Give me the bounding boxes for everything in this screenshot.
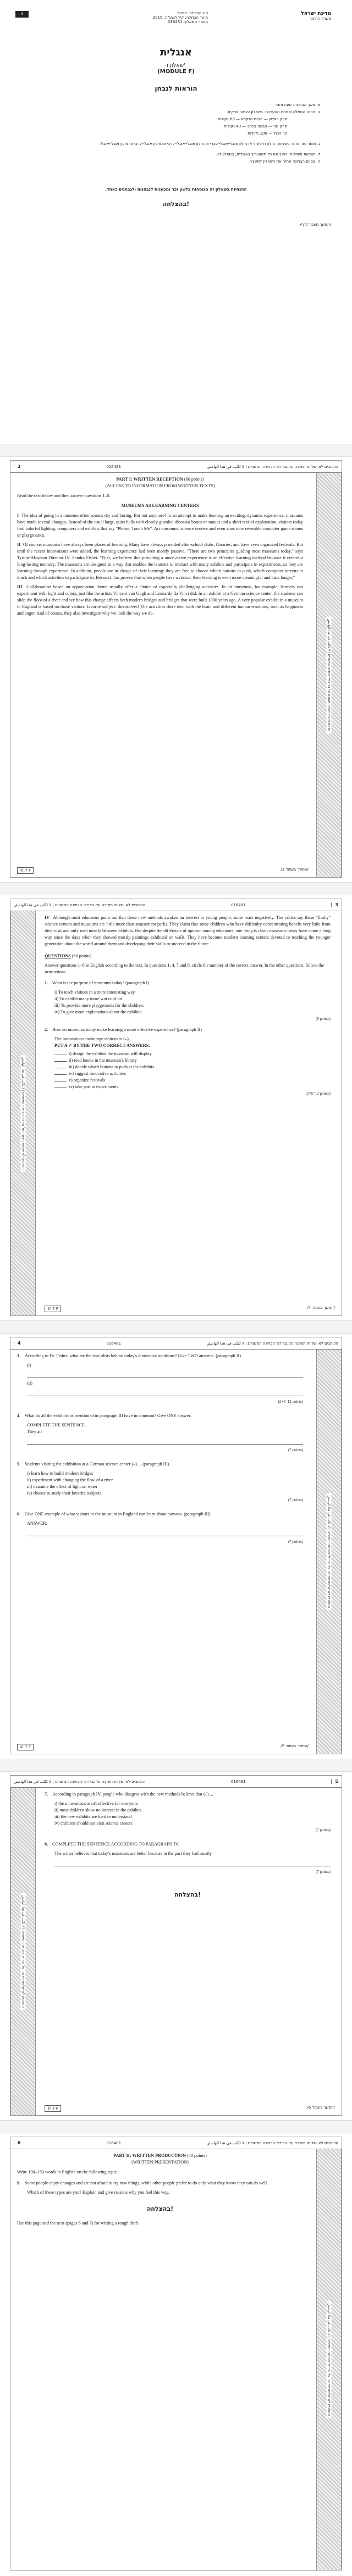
checkbox-option[interactable]: iv) suggest innovative activities: [54, 1070, 331, 1077]
answer-line[interactable]: [27, 1362, 303, 1378]
option-text: examine the effect of light on water: [33, 1484, 98, 1489]
header-warning: הכותבים לא ישלוחו תשובה על גבי דפי הבחינה המשניים | لا تَكتُب في هذا الهامش: [206, 464, 338, 469]
rough-draft-note: Use this page and the next (pages 6 and 7) for writing a rough draft.: [17, 2221, 140, 2226]
question-text: According to Dr. Fisher, what are the two ideas behind today's innovative additions? Give TWO answers. (paragraph II): [25, 1353, 241, 1358]
question-instruction: COMPLETE THE SENTENCE.: [27, 1423, 86, 1428]
instruction-item: ד. הוראות מיוחדות: כתוב את כל תשובותיך באנגלית, בשאלון זה.: [216, 152, 320, 157]
option[interactable]: iii) the new exhibits are hard to understand: [54, 1814, 132, 1819]
header-warning: הכותבים לא ישלוחו תשובה על גבי דפי הבחינה המשניים | لا تَكتُب في هذا الهامش: [14, 1779, 146, 1784]
question-3: 3. According to Dr. Fisher, what are the two ideas behind today's innovative additions? Give TWO answers. (paragraph II): [17, 1353, 241, 1358]
footer-code: © 7 F: [45, 2105, 61, 2112]
instruction-item: ה. בסיום הבחינה החזר את השאלון למשגיח.: [248, 159, 320, 164]
header-warning: הכותבים לא ישלוחו תשובה על גבי דפי הבחינה המשניים | لا تَكتُب في هذا الهامش: [206, 2140, 338, 2145]
margin-note: הכותבים לא ישלוחו תשובה על גבי דפי הבחינה המשניים | لا تَكتُب في هذا الهامش: [21, 1893, 26, 2010]
question-sub: Which of these types are you? Explain and give reasons why you feel this way.: [27, 2190, 169, 2195]
points: (7 points): [288, 1498, 303, 1502]
question-sub: The innovations encourage visitors to (–) ...: [54, 1036, 134, 1041]
instruction-item: פרק שני — הבעה בכתב — 40 נקודות: [223, 124, 287, 129]
exam-code: 016481: [106, 1341, 122, 1346]
instruction-item: סך הכול — 100 נקודות: [248, 131, 287, 136]
exam-page-2: [10, 460, 342, 878]
page-footer: [17, 1744, 309, 1750]
ministry-name: מדינת ישראל: [301, 11, 331, 16]
question-text: COMPLETE THE SENTENCE ACCORDING TO PARAGRAPH IV.: [52, 1842, 179, 1847]
points: (7 points): [315, 1870, 331, 1874]
exam-page-4: [10, 1337, 342, 1754]
option-text: most children show no interest in the exhibits: [59, 1808, 142, 1813]
answer-field[interactable]: [27, 1371, 303, 1378]
section-points: (60 points): [184, 477, 204, 482]
cover-page: [10, 5, 342, 439]
checkbox-option[interactable]: i) design the exhibits the museum will display: [54, 1051, 331, 1057]
section-title-text: PART II: WRITTEN PRODUCTION: [113, 2153, 186, 2158]
paragraph-3: [17, 584, 303, 617]
question-text: Some people enjoy changes and are not afraid to try new things, while other people prefer to do only what they know they can do well.: [25, 2181, 268, 2185]
meta-label: סוג הבחינה:: [188, 11, 208, 15]
margin-note: הכותבים לא ישלוחו תשובה על גבי דפי הבחינה המשניים | لا تَكتُب في هذا الهامش: [21, 1055, 26, 1172]
margin-note: הכותבים לא ישלוחו תשובה על גבי דפי הבחינה המשניים | لا تَكتُب في هذا الهامش: [327, 616, 332, 733]
option[interactable]: iv) choose to study their favorite subjects: [27, 1491, 102, 1496]
good-luck: בהצלחה!: [162, 200, 190, 208]
margin-note: הכותבים לא ישלוחו תשובה על גבי דפי הבחינה המשניים | لا تَكتُب في هذا الهامش: [327, 1493, 332, 1610]
section-title-text: PART I: WRITTEN RECEPTION: [116, 477, 183, 482]
option-text: experiment with changing the flow of a river: [32, 1477, 113, 1482]
answer-field[interactable]: [27, 1529, 303, 1536]
question-1: 1. What is the purpose of museums today? (paragraph I): [45, 980, 149, 985]
option-text: take part in experiments: [75, 1084, 119, 1089]
instruction-item: פרק ראשון — הבנת הנקרא — 60 נקודות: [217, 117, 287, 121]
instructions-list: [56, 102, 320, 165]
exam-meta: [131, 11, 208, 24]
answer-field[interactable]: [54, 1859, 331, 1866]
check-blank[interactable]: [54, 1074, 67, 1075]
paragraph-4: [45, 915, 331, 947]
page-separator: [0, 444, 352, 457]
paragraph-number: IV: [45, 915, 50, 920]
check-blank[interactable]: [54, 1061, 67, 1062]
continued-note: /המשך בעמוד 5/: [280, 1744, 309, 1748]
option-text: design the exhibits the museum will display: [73, 1051, 152, 1056]
answer-start: They all: [27, 1429, 42, 1434]
option-text: choose to study their favorite subjects: [33, 1491, 102, 1496]
points: (7 points): [288, 1540, 303, 1544]
answer-field[interactable]: [27, 1437, 303, 1445]
option-text: organize festivals: [73, 1078, 106, 1083]
ministry-sub: משרד החינוך: [310, 16, 331, 21]
option-text: To exhibit many more works of art.: [59, 996, 124, 1001]
item-label: (i): [27, 1363, 31, 1368]
checkbox-option[interactable]: ii) read books in the museum's library: [54, 1057, 331, 1064]
option[interactable]: i) the innovations aren't effective for everyone: [54, 1801, 138, 1806]
page-number: 5: [331, 1779, 338, 1784]
points: (7 points): [315, 1828, 331, 1832]
checkbox-option[interactable]: iii) decide which buttons to push at the exhibits: [54, 1064, 331, 1070]
exam-subtitle: שאלון ו': [167, 63, 185, 69]
continued-note: /המשך בעמוד 3/: [280, 867, 309, 872]
option[interactable]: iv) children should not visit science centers: [54, 1821, 133, 1826]
paragraph-text: Although most educators point out that these new methods awaken an interest in young people, some react negatively. The critics say these "flashy" science centers and museums are little more than amusement parks. They claim that some children who have difficulty concentrating benefit very little from their visit and only rush mostly between exhibits. But despite the difference of opinion among educators, one thing is clear: museums today have come a long way since the days when they showed mostly paintings exhibited on walls. They have become modern learning centers devoted to teaching the younger generation about the world around them and developing their skills to succeed in the future.: [45, 915, 331, 946]
ministry-header: [205, 11, 331, 21]
option[interactable]: iv) To give more explanations about the exhibits.: [54, 1010, 143, 1014]
answer-start: ANSWER:: [27, 1521, 47, 1526]
points: (2×6=12 points): [305, 1091, 331, 1096]
checkbox-option[interactable]: vi) take part in experiments: [54, 1084, 331, 1090]
instruction-item: א. משך הבחינה: שעה וחצי.: [274, 103, 320, 107]
question-text: What is the purpose of museums today? (paragraph I): [52, 980, 149, 985]
continued-note: /המשך בעמוד 6/: [307, 2105, 335, 2110]
section-title: [17, 476, 303, 483]
paragraph-number: I: [17, 513, 19, 518]
section-subtitle: (ACCESS TO INFORMATION FROM WRITTEN TEXTS): [105, 483, 215, 488]
gender-notice: ההנחיות בשאלון זה מנוסחות בלשון זכר ומכוונות לנבחנות ולנבחנים כאחד.: [105, 187, 247, 192]
good-luck: בהצלחה!: [146, 2205, 174, 2212]
continued-note: /המשך בעמוד 4/: [307, 1306, 335, 1310]
option[interactable]: ii) To exhibit many more works of art.: [54, 996, 124, 1001]
questions-instruction: Answer questions 1–8 in English according to the text. In questions 1, 4, 7 and 8, circle the number of the correct answer. In the other questions, follow the instructions.: [45, 963, 324, 974]
exam-code: 016481: [230, 902, 246, 907]
question-8: 8. COMPLETE THE SENTENCE ACCORDING TO PARAGRAPH IV.: [45, 1842, 179, 1847]
meta-label: מועד הבחינה:: [185, 15, 208, 20]
question-text: According to paragraph IV, people who disagree with the new methods believe that (–) ...: [52, 1792, 213, 1797]
points: (7 points): [288, 1448, 303, 1452]
continued-note: /המשך מעבר לדף/: [300, 222, 331, 227]
page-header: [10, 1776, 342, 1788]
option[interactable]: i) To teach visitors in a more interesting way.: [54, 990, 136, 995]
question-4: 4. What do all the exhibitions mentioned in paragraph III have in common? Give ONE answer.: [17, 1413, 191, 1418]
option-text: the new exhibits are hard to understand: [61, 1814, 132, 1819]
paragraph-1: [17, 512, 303, 539]
writing-instruction: Write 100–150 words in English on the following topic.: [17, 2170, 118, 2174]
exam-code: 016481: [230, 1779, 246, 1784]
page-header: [10, 461, 342, 473]
option-text: read books in the museum's library: [74, 1058, 137, 1063]
question-7: 7. According to paragraph IV, people who disagree with the new methods believe that (–) ...: [45, 1792, 213, 1797]
page-separator: [0, 2120, 352, 2133]
paragraph-text: Collaboration based on appreciation theme usually offer a choice of especially challenging activities. In art museums, for example, learners can experiment with light and colors, just like the artists Vincent van Gogh and Leonardo da Vinci did. In an exhibit at a German science center, the students can slide the floor of a river and see how this change affects both modern bridges and bridges that were built 1000 years ago. A very popular exhibit in a museum in England is based on those visitors' favorite subject: themselves! The activities there deal with the brain and different human emotions, such as happiness and anger. And of course, they also investigate why we look the way we do.: [17, 584, 303, 616]
paragraph-text: Of course, museums have always been places of learning. Many have always provided after-school clubs, libraries, and have even organized festivals. But until the recent innovations were added, the learning experience had been mostly passive. "There are two principles guiding most museums today," says Tyrone Museum Director Dr. Sandra Fisher. "First, we believe that providing a more active experience is an effective learning method because it creates a long-lasting memory. The museums are designed in a way that enables the learners to interact with many exhibits and participate in experiments, so they are learning through experience. In addition, people are in charge of their learning: they are free to choose which buttons to push, which computer screens to touch and which activities to participate in. Research has proven that when people have a choice, their learning is even more meaningful and lasts longer.": [17, 542, 304, 580]
margin-band: [316, 2149, 342, 2570]
points: (2×6=12 points): [278, 1399, 303, 1404]
exam-page-5: [10, 1775, 342, 2116]
margin-band: [10, 1788, 36, 2115]
page-number: 4: [14, 1341, 21, 1346]
option-text: To provide more playgrounds for the children.: [61, 1003, 144, 1008]
instruction-item: ג. חומר עזר מותר בשימוש: מילון דו-לשוני או מילון אנגלי-אנגלי-עברי או מילון אנגלי-אנגלי-ערבי או מילון אנגלי-ערבי או מילון אנגלי-אנגלי.: [99, 142, 320, 146]
exam-code: 016481: [106, 464, 122, 469]
question-text: Students visiting the exhibition at a German science center (–) ... (paragraph III): [25, 1462, 169, 1467]
page-footer: [45, 1306, 335, 1312]
page-separator: [0, 882, 352, 895]
option-text: To give more explanations about the exhibits.: [61, 1010, 143, 1014]
questions-points: (60 points): [72, 954, 92, 958]
question-2: 2. How do museums today make learning a more effective experience? (paragraph II): [45, 1027, 202, 1032]
question-sub: The writer believes that today's museums are better because in the past they had mostly: [54, 1851, 212, 1856]
page-separator: [0, 1759, 352, 1772]
page-number: 3: [15, 11, 29, 18]
exam-page-3: [10, 899, 342, 1316]
questions-title: QUESTIONS: [45, 954, 71, 958]
option[interactable]: iii) examine the effect of light on water: [27, 1484, 98, 1489]
question-text: Give ONE example of what visitors to the museum in England can learn about humans. (paragraph III): [25, 1512, 211, 1516]
section-points: (40 points): [187, 2153, 207, 2158]
header-warning: הכותבים לא ישלוחו תשובה על גבי דפי הבחינה המשניים | لا تَكتُب في هذا الهامش: [14, 902, 146, 907]
checkbox-option[interactable]: v) organize festivals: [54, 1077, 331, 1084]
question-text: What do all the exhibitions mentioned in paragraph III have in common? Give ONE answer.: [25, 1413, 191, 1418]
margin-band: [316, 473, 342, 877]
answer-field[interactable]: [27, 1389, 303, 1396]
page-separator: [0, 1320, 352, 1334]
page-header: [10, 2137, 342, 2149]
page-number: 3: [331, 902, 338, 907]
meta-value: קיץ תשע"ה, 2015: [152, 15, 184, 20]
option[interactable]: iii) To provide more playgrounds for the children.: [54, 1003, 144, 1008]
margin-note: הכותבים לא ישלוחו תשובה על גבי דפי הבחינה המשניים | لا تَكتُب في هذا الهامش: [327, 2301, 332, 2418]
page-header: [10, 1337, 342, 1350]
margin-band: [316, 1350, 342, 1754]
option-text: the innovations aren't effective for everyone: [58, 1801, 138, 1806]
option-text: To teach visitors in a more interesting way.: [58, 990, 136, 995]
margin-band: [10, 911, 36, 1315]
question-instruction: PUT A ✓ BY THE TWO CORRECT ANSWERS.: [54, 1043, 150, 1048]
page-footer: [17, 867, 309, 874]
answer-line[interactable]: [27, 1380, 303, 1396]
meta-value: 016481: [167, 20, 183, 24]
exam-module: (MODULE F): [157, 69, 195, 75]
exam-page-6: [10, 2137, 342, 2571]
item-label: (ii): [27, 1381, 33, 1386]
reading-instruction: Read the text below and then answer questions 1–8.: [17, 493, 111, 498]
option[interactable]: ii) most children show no interest in the exhibits: [54, 1808, 142, 1813]
footer-code: © 7 F: [45, 1306, 61, 1312]
exam-code: 016481: [106, 2140, 122, 2145]
option-text: decide which buttons to push at the exhibits: [75, 1064, 155, 1069]
page-number: 6: [14, 2140, 21, 2145]
header-warning: הכותבים לא ישלוחו תשובה על גבי דפי הבחינה המשניים | لا تَكتُب في هذا الهامش: [206, 1341, 338, 1346]
paragraph-number: III: [17, 584, 23, 589]
footer-code: © 7 F: [17, 1744, 34, 1750]
section-subtitle: (WRITTEN PRESENTATION): [131, 2160, 189, 2165]
meta-value: בגרות: [177, 11, 187, 15]
exam-title: אנגלית: [160, 47, 192, 58]
paragraph-number: II: [17, 542, 21, 547]
paragraph-2: [17, 542, 303, 581]
question-9: 9. Some people enjoy changes and are not afraid to try new things, while other people prefer to do only what they know they can do well.: [17, 2181, 268, 2185]
option[interactable]: ii) experiment with changing the flow of a river: [27, 1477, 113, 1482]
option-text: children should not visit science centers: [61, 1821, 133, 1826]
points: (8 points): [315, 1017, 331, 1021]
option[interactable]: i) learn how to build modern bridges: [27, 1471, 94, 1476]
question-6: 6. Give ONE example of what visitors to the museum in England can learn about humans. (paragraph III): [17, 1512, 211, 1516]
instructions-title: הוראות לנבחן: [155, 85, 197, 92]
questions-heading: [45, 953, 331, 960]
option-text: suggest innovative activities: [75, 1071, 126, 1076]
text-title: MUSEUMS AS LEARNING CENTERS: [121, 503, 199, 508]
instruction-item: ב. מבנה השאלון ומפתח ההערכה: בשאלון זה שני פרקים.: [226, 110, 320, 114]
page-footer: [45, 2105, 335, 2112]
paragraph-text: The idea of going to a museum often sounds dry and boring. But not anymore! In an attempt to make learning an exciting, dynamic experience, museums have made several changes. Instead of the usual large, quiet halls with closely guarded dinosaur bones or statues and a short text of explanation, visitors today find colorful lighting, computers and exhibits that say "Please, Touch Me". Art museums, science centers and even zoos now resemble computer game rooms or playgrounds.: [17, 513, 304, 538]
question-5: 5. Students visiting the exhibition at a German science center (–) ... (paragraph III): [17, 1462, 169, 1467]
section-title: [17, 2153, 303, 2159]
option-text: learn how to build modern bridges: [31, 1471, 94, 1476]
page-number: 2: [14, 464, 21, 469]
question-text: How do museums today make learning a more effective experience? (paragraph II): [52, 1027, 202, 1032]
footer-code: © 7 F: [17, 867, 34, 874]
page-header: [10, 899, 342, 911]
meta-label: מספר השאלון:: [183, 20, 208, 24]
good-luck: בהצלחה!: [174, 1891, 201, 1898]
